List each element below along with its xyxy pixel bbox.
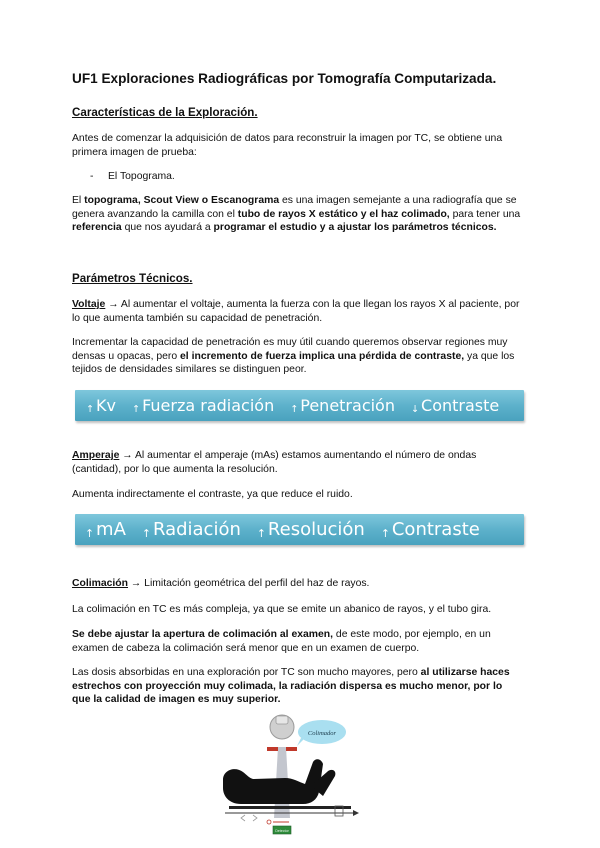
voltaje-paragraph-2 [72,336,522,377]
up-arrow-icon: ↑ [290,404,299,416]
collimator-left [267,747,278,751]
colimacion-paragraph-4 [72,666,522,707]
text-run: ya que los tejidos de densidades similares se distinguen peor. [72,350,515,375]
colimacion-paragraph-3 [72,628,522,655]
up-arrow-icon: ↑ [85,526,95,540]
banner-label: mA [96,519,126,540]
banner-item [142,519,241,540]
bullet-text: El Topograma. [108,171,175,182]
topograma-paragraph [72,194,522,235]
voltaje-text: → Al aumentar el voltaje, aumenta la fuerza con la que llegan los rayos X al paciente, por lo que aumenta también su capacidad de penetración. [72,299,520,324]
colimacion-label: Colimación [72,578,129,589]
voltaje-summary-banner [75,390,524,421]
section-heading-caracteristicas: Características de la Exploración. [72,106,258,119]
banner-item [86,396,116,415]
banner-label: Penetración [300,395,395,415]
text-run: de este modo, por ejemplo, en un examen de cabeza la colimación será menor que en un examen de cuerpo. [72,629,491,654]
amperaje-text: → Al aumentar el amperaje (mAs) estamos aumentando el número de ondas (cantidad), por lo que aumenta la resolución. [72,450,477,475]
banner-label: Fuerza radiación [142,395,275,415]
patient-table [229,806,351,809]
down-arrow-icon: ↓ [410,404,420,416]
banner-item [411,396,499,415]
voltaje-paragraph [72,298,522,325]
bold-run: al utilizarse haces estrechos con proyección muy colimada, la radiación dispersa es mucho menor, por lo que la calidad de imagen es muy superior. [72,667,510,705]
text-run: es una imagen semejante a una radiografía que se genera avanzando la camilla con el [72,195,517,220]
detector-label: Detector [275,829,289,833]
bold-run: Se debe ajustar la apertura de colimación al examen, [72,629,334,640]
bold-run: topograma, Scout View o Escanograma [84,195,280,206]
banner-label: Radiación [152,519,241,540]
up-arrow-icon: ↑ [86,404,95,416]
colimacion-paragraph [72,577,522,591]
document-title: UF1 Exploraciones Radiográficas por Tomografía Computarizada. [72,71,497,86]
ct-collimation-illustration [215,712,365,842]
bubble-text: Colimador [307,730,337,737]
banner-item [257,519,365,540]
amperaje-paragraph-2: Aumenta indirectamente el contraste, ya que reduce el ruido. [72,489,353,500]
intro-paragraph: Antes de comenzar la adquisición de datos para reconstruir la imagen por TC, se obtiene una primera imagen de prueba: [72,133,503,158]
banner-item [85,519,126,540]
text-run: Incrementar la capacidad de penetración es muy útil cuando queremos observar regiones muy densas u opacas, pero [72,337,508,362]
section-heading-parametros: Parámetros Técnicos. [72,272,193,285]
bullet-dash: - [90,171,94,182]
up-arrow-icon: ↑ [141,526,151,540]
banner-item [290,396,395,415]
text-run: El [72,195,85,206]
colimacion-text: → Limitación geométrica del perfil del haz de rayos. [128,578,370,589]
table-direction-arrow-icon [353,810,359,816]
banner-item [132,396,274,415]
text-run: que nos ayudará a [121,222,214,233]
banner-label: Resolución [267,519,365,540]
bold-run: programar el estudio y a ajustar los parámetros técnicos. [213,222,497,233]
banner-label: Contraste [421,395,500,415]
amperaje-summary-banner [75,514,524,545]
voltaje-label: Voltaje [72,299,106,310]
tube-housing [276,716,288,724]
rotation-marks [241,815,257,821]
text-run: Las dosis absorbidas en una exploración por TC son mucho mayores, pero [72,667,421,678]
bold-run: el incremento de fuerza implica una pérdida de contraste, [180,350,465,362]
amperaje-label: Amperaje [72,450,120,461]
up-arrow-icon: ↑ [132,404,141,416]
bold-run: tubo de rayos X estático y el haz colimado, [237,208,450,220]
bold-run: referencia [72,222,122,233]
banner-label: Contraste [391,519,480,540]
bullet-item [90,171,175,182]
amperaje-paragraph [72,449,522,476]
banner-item [381,519,480,540]
banner-label: Kv [96,395,117,415]
focus-mark [267,820,271,824]
text-run: para tener una [449,208,521,220]
up-arrow-icon: ↑ [380,526,390,540]
patient-silhouette [223,759,323,804]
colimacion-paragraph-2: La colimación en TC es más compleja, ya que se emite un abanico de rayos, y el tubo gira. [72,604,492,615]
up-arrow-icon: ↑ [256,526,266,540]
collimator-right [286,747,297,751]
